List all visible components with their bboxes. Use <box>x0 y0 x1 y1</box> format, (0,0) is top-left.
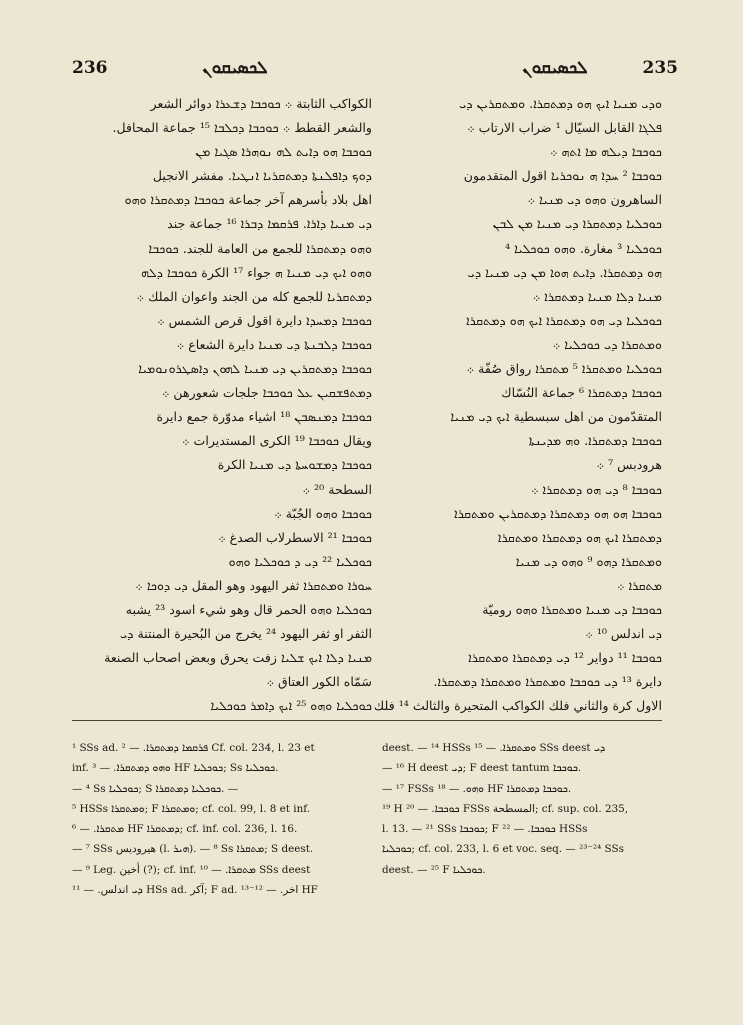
text-line: ܟܘܟܠܝܐ ܕܡܬܩܪܐ ܕܝ ܡܢܝܐ ܡܢ ܠܒܢ <box>492 216 662 232</box>
text-line: الكواكب الثابتة ܀ ܟܘܟܒܐ ܕܫܥܪܐ دوائر الشعر <box>150 96 372 111</box>
text-line: ܘܕܝ ܡܢܝܐ ܐܝܟ ܗܘ ܕܡܬܩܪܐ. ܘܡܬܩܪܝܢ ܕܝ <box>459 96 662 111</box>
text-line: ܡܢܝܐ ܕܠܐ ܡܢܝܐ ܕܡܬܩܪܐ ܀ <box>532 288 662 304</box>
footnote-divider <box>72 720 662 721</box>
left-running-title: ܠܟܣܝܩܘܢ <box>202 58 268 78</box>
text-line: ܟܘܟܠܝܐ ܕܝ ܗܘ ܕܡܬܩܪܐ ܐܝܟ ܗܘ ܕܡܬܩܪܐ <box>466 312 662 328</box>
text-line: ܟܘܟܠܝܐ ܘܗܘ الحمر قال وهو شيء اسود ²³ يشبه <box>125 601 372 617</box>
footnote-line: ¹ SSs ad. ܦܪܩܡܐ ܕܡܬܩܪܐ. — ² Cf. col. 234, l. 23 et <box>72 742 315 754</box>
text-line: ܘܡܬܩܪܐ ܕܗܘ ⁹ ܘܗܘ ܕܝ ܡܢܝܐ <box>515 553 662 569</box>
text-line: والشعر القطط ܀ ܟܘܟܒܐ ܕܟܠܒܐ ¹⁵ جماعة المحافل. <box>112 120 372 136</box>
footnote-line: ܕܝ اندلس. — ¹¹ HSs ad. آكر; F ad. اخر. — ¹²⁻¹³ HF <box>72 884 318 897</box>
footnote-line: deest. — ¹⁴ HSSs ܘܡܬܩܪܐ. — ¹⁵ SSs deest ܕܝ <box>382 742 606 754</box>
footnote-line: — ⁴ Ss ܟܘܟܠܝܐ; S ܟܘܟܠܝܐ ܕܡܬܩܪܐ. — <box>72 782 239 795</box>
text-line: ܟܘܟܠܝܐ ܘܗܘ ²⁵ ܐܝܟ ܕܐܡܪ ܟܘܟܠܝܐ <box>210 698 372 714</box>
text-line: هرودبس ⁷ ܀ <box>596 457 662 473</box>
text-line: ܗܘ ܕܡܬܩܪܐ. ܕܐܝܬ ܗܘܐ ܡܢ ܕܝ ܡܢܝܐ ܕܝ <box>467 264 662 280</box>
text-line: السطحة ²⁰ ܀ <box>302 481 372 497</box>
text-line: ܡܢܝܐ ܕܠܐ ܐܝܟ ܫܠܝܐ زفت يحرق وبعض اصحاب الصنعة <box>104 650 372 666</box>
footnote-line: — ⁹ Leg. أخين (?); cf. inf. ܡܬܩܪܐ. — ¹⁰ SSs deest <box>72 863 311 876</box>
text-line: دايرة ¹³ ܕܝ ܟܘܟܒܐ ܘܡܬܩܪܐ ܘܡܬܩܪܐ ܕܡܬܩܪܐ. <box>433 674 662 690</box>
text-line: الثفر او ثفر اليهود ²⁴ يخرج من البُحيرة المنتنة ܕܝ <box>119 626 372 642</box>
right-page-number: 235 <box>642 58 678 78</box>
text-line: ܟܘܟܒܐ ܗܘ ܗܘ ܕܡܬܩܪܐ ܕܡܬܩܪܝܢ ܘܡܬܩܪܐ <box>454 505 662 521</box>
text-line: ܕܝ ܡܢܝܐ ܕܐܪܐ. ܦܪܩܡܐ ܕܒܪܐ ¹⁶ جماعة جند <box>167 216 372 232</box>
right-footnotes <box>382 738 664 880</box>
text-line: ܕܘܟ ܕܐܦܠܢܬܐ ܕܡܬܩܪܝܐ ܐܢܛܝܐ. مفشر الانجيل <box>152 168 372 184</box>
footnote-line: ⁵ HSSs ܘܡܬܩܪܐ; F ܘܡܬܩܪܐ; cf. col. 99, l. 8 et inf. <box>72 802 311 815</box>
footnote-line: — ⁷ SSs هيروديس (l. ܗܝܪ). — ⁸ Ss ܡܬܩܪܐ; S deest. <box>72 843 314 856</box>
text-line: ܟܘܟܠܝܐ ܘܡܬܩܪܐ ⁵ ܡܬܩܪܐ رواق صُفّة ܀ <box>466 361 662 377</box>
text-line: ܟܘܟܒܐ ܕܡܢܣܒܢ ¹⁸ اشياء مدوّرة جمع دايرة <box>156 409 372 425</box>
text-line: المتقدّمون من اهل سبسطية ܐܝܟ ܕܝ ܡܢܝܐ <box>450 409 662 425</box>
text-line: الساهرون ܘܗܘ ܕܝ ܡܢܝܐ ܀ <box>527 192 662 208</box>
text-line: ܟܘܟܒܐ ¹¹ دواير ¹² ܕܝ ܕܡܬܩܪܐ ܘܡܬܩܪܐ <box>468 650 662 666</box>
text-line: ܕܡܬܩܪܝܐ للجمع كله من الجند واعوان الملك ܀ <box>136 288 372 304</box>
text-line: ܘܗܘ ܐܝܟ ܕܝ ܡܢܝܐ ܗ جواء ¹⁷ الكرة ܟܘܟܒܐ ܕܠܗ <box>141 264 372 280</box>
text-line: اهل بلاد بأسرهم آخر جماعة ܟܘܟܒܐ ܕܡܬܩܪܐ ܘܗܘ <box>124 192 372 208</box>
text-line: ܟܘܟܒܐ ² ܚܕܐ ܗ ܢܘܟܪܝܐ اقول المتقدمون <box>463 168 662 184</box>
text-line: ܟܘܟܒܐ ܕܡܬܩܪܐ ⁶ جماعة النُسّاك <box>501 385 662 401</box>
running-header <box>60 58 700 86</box>
text-line: ܟܘܟܒܐ ²¹ الاسطرلاب الصدغ ܀ <box>218 529 372 545</box>
footnote-line: deest. — ²⁵ F ܟܘܟܠܝܐ. <box>382 863 486 876</box>
footnote-line: ܡܬܩܪܐ. — ⁶ HF ܕܡܬܩܪܐ; cf. inf. col. 236, l. 16. <box>72 823 298 836</box>
text-line: ܟܘܟܒܐ ܕܠܒܢܬܐ ܕܝ ܡܢܝܐ دايرة الشعاع ܀ <box>176 336 372 352</box>
text-line: ܟܘܟܠܝܐ ³ مغارة. ܘܗܘ ܟܘܟܠܝܐ ⁴ <box>505 240 662 256</box>
text-line: ܕܡܬܩܪܐ ܐܝܟ ܗܘ ܕܡܬܩܪܐ ܘܡܬܩܪܐ <box>497 529 662 545</box>
text-line: ܟܘܟܒܐ ܗܘ ܕܐܝܬ ܠܗ ܢܘܗܪܐ ܣܓܝܐ ܡܢ <box>195 144 372 160</box>
text-line: الاول كرة والثاني فلك الكواكب المتحيرة والثالث ¹⁴ فلك <box>373 698 662 714</box>
left-text-column <box>72 92 372 714</box>
text-line: سَمّاه الكور العتاق ܀ <box>266 674 372 690</box>
text-line: ܟܘܟܒܐ ܕܡܚܕܐ دايرة اقول قرص الشمس ܀ <box>157 312 372 328</box>
text-line: ܕܡܬܦܫܩܝܢ ܥܠ ܟܘܟܒܐ جلجات شعورهن ܀ <box>161 385 372 401</box>
text-line: ܦܠܓܐ القابل السيّال ¹ ضراب الارتاب ܀ <box>467 120 662 136</box>
left-footnotes <box>72 738 364 900</box>
text-line: ܟܘܟܒܐ ܕܝܠܗ ܡܐ ܐܬܗ ܀ <box>549 144 662 160</box>
text-line: ܟܘܟܒܐ ܕܝ ܡܢܝܐ ܘܡܬܩܪܐ ܘܗܘ روميّة <box>482 601 662 617</box>
left-page-number: 236 <box>72 58 108 78</box>
text-line: ܟܘܟܒܐ ⁸ ܕܝ ܗܘ ܕܡܬܩܪܐ ܀ <box>531 481 662 497</box>
footnote-line: ¹⁹ H ܟܘܟܒܐ. — ²⁰ FSSs المسطحة; cf. sup. col. 235, <box>382 802 629 815</box>
text-line: ܘܡܬܩܪܐ ܕܝ ܟܘܟܠܝܐ ܀ <box>552 336 662 352</box>
text-line: ܡܬܩܪܐ ܀ <box>617 577 662 593</box>
footnote-line: — ¹⁷ FSSs ܘܗܘ. — ¹⁸ HF ܟܘܟܒܐ ܕܡܬܩܪܐ. <box>382 782 572 795</box>
footnote-line: ܟܘܟܠܝܐ; cf. col. 233, l. 6 et voc. seq. — ²³⁻²⁴ SSs <box>382 843 624 856</box>
footnote-line: inf. ܘܗܘ ܕܡܬܩܪܐ. — ³ HF ܟܘܟܠܝܐ; Ss ܟܘܟܠܝܐ. <box>72 762 279 775</box>
text-line: ويقال ܟܘܟܒܐ ¹⁹ الكرى المستديرات ܀ <box>181 433 372 449</box>
text-line: ܘܗܘ ܕܡܬܩܪܐ للجمع من العامة للجند. ܟܘܟܒܐ <box>148 240 372 256</box>
text-line: ܟܘܟܒܐ ܕܡܬܩܪܝܢ ܕܝ ܡܢܝܐ ܠܗܘܢ ܕܐܣܛܪܘܢܘܡܝܐ <box>138 361 372 377</box>
footnote-line: l. 13. — ²¹ SSs ܟܘܟܒܐ; F ܟܘܟܒܐ. — ²² HSSs <box>382 823 588 836</box>
right-running-title: ܠܟܣܝܩܘܢ <box>522 58 588 78</box>
right-text-column <box>362 92 662 714</box>
text-line: ܟܘܟܠܝܐ ²² ܕܝ ܕ ܟܘܟܠܝܐ ܘܗܘ <box>228 553 372 569</box>
text-line: ܟܘܟܒܐ ܕܡܫܘܚܬܐ ܕܝ ܡܢܝܐ الكرة <box>217 457 372 473</box>
text-line: ܟܘܟܒܐ ܘܗܘ الجُبّة ܀ <box>274 505 372 521</box>
text-line: ܚܘܪܐ ܘܡܬܩܪܐ ثفر اليهود وهو المقل ܕܝ ܕܘܟܐ ܀ <box>135 577 372 593</box>
footnote-line: — ¹⁶ H deest ܕܝ; F deest tantum ܟܘܟܒܐ. <box>382 762 582 775</box>
text-line: ܟܘܟܒܐ ܕܡܬܩܪܐ. ܘܗ ܡܕܝܢܬܐ <box>528 433 662 449</box>
text-line: ܕܝ اندلس ¹⁰ ܀ <box>585 626 662 642</box>
